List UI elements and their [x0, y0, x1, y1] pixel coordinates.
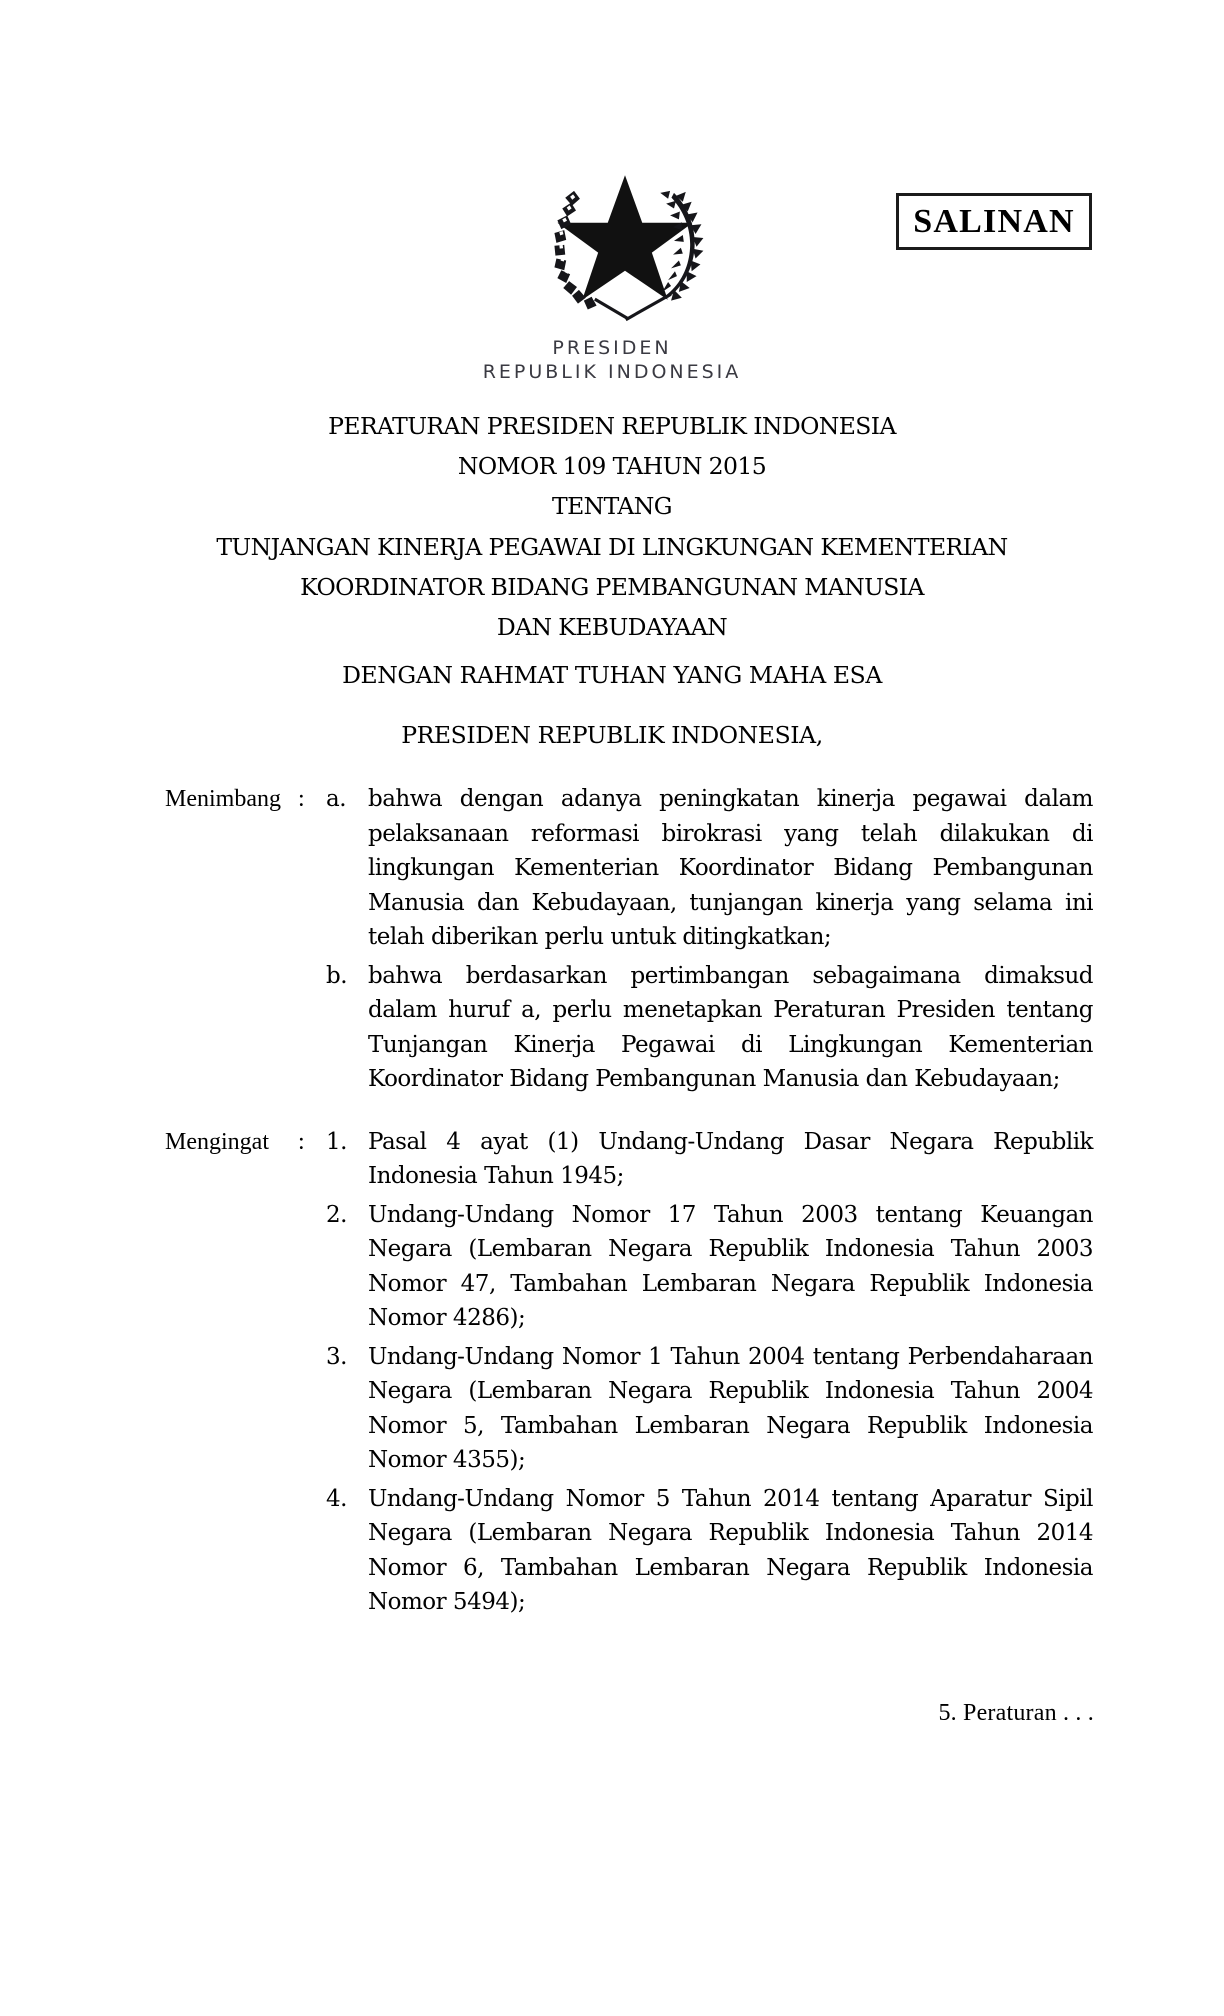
clause-body: Undang-Undang Nomor 5 Tahun 2014 tentang Aparatur Sipil Negara (Lembaran Negara Republik Indonesia Tahun 2014 Nomor 6, Tambahan Lembaran Negara Republik Indonesia Nomor 5494);: [368, 1485, 1093, 1615]
clause-body: bahwa berdasarkan pertimbangan sebagaimana dimaksud dalam huruf a, perlu menetapkan Peraturan Presiden tentang Tunjangan Kinerja Pegawai di Lingkungan Kementerian Koordinator Bidang Pembangunan Manusia dan Kebudayaan;: [368, 962, 1093, 1092]
title-line-regulation: PERATURAN PRESIDEN REPUBLIK INDONESIA: [328, 412, 896, 440]
clause-marker: a.: [326, 786, 347, 812]
considering-colon: :: [298, 786, 305, 812]
clause-item: [326, 1482, 1093, 1620]
title-line-number: NOMOR 109 TAHUN 2015: [457, 452, 767, 480]
subject-line-2: KOORDINATOR BIDANG PEMBANGUNAN MANUSIA: [300, 573, 924, 601]
considering-items: [326, 782, 1093, 1097]
indonesia-presidential-seal-icon: [527, 138, 723, 334]
clauses-section: [165, 782, 1093, 1620]
page-continuation-marker: 5. Peraturan . . .: [938, 1700, 1094, 1726]
recalling-colon: :: [298, 1128, 305, 1155]
clause-marker: b.: [326, 962, 348, 989]
emblem-caption-line-1: PRESIDEN: [552, 337, 672, 359]
clause-marker: 3.: [326, 1343, 347, 1370]
document-subject: [0, 527, 1224, 647]
document-title: [0, 406, 1224, 526]
title-line-about: TENTANG: [552, 492, 672, 520]
salinan-stamp-label: SALINAN: [913, 202, 1075, 240]
clause-marker: 2.: [326, 1201, 347, 1228]
salinan-stamp: [896, 193, 1092, 250]
subject-line-3: DAN KEBUDAYAAN: [496, 613, 728, 641]
clause-body: Undang-Undang Nomor 1 Tahun 2004 tentang Perbendaharaan Negara (Lembaran Negara Republik Indonesia Tahun 2004 Nomor 5, Tambahan Lembaran Negara Republik Indonesia Nomor 4355);: [368, 1343, 1093, 1473]
clause-item: [326, 1198, 1093, 1336]
clause-body: Pasal 4 ayat (1) Undang-Undang Dasar Negara Republik Indonesia Tahun 1945;: [368, 1128, 1093, 1189]
clause-item: [326, 782, 1093, 955]
clause-item: [326, 1125, 1093, 1194]
clause-marker: 4.: [326, 1485, 347, 1512]
considering-label: Menimbang: [165, 786, 281, 812]
considering-group: [165, 782, 1093, 1097]
clause-item: [326, 959, 1093, 1097]
clause-item: [326, 1340, 1093, 1478]
authority-line: PRESIDEN REPUBLIK INDONESIA,: [401, 721, 823, 749]
clause-marker: 1.: [326, 1128, 347, 1155]
clause-body: Undang-Undang Nomor 17 Tahun 2003 tentang Keuangan Negara (Lembaran Negara Republik Indonesia Tahun 2003 Nomor 47, Tambahan Lembaran Negara Republik Indonesia Nomor 4286);: [368, 1201, 1093, 1331]
recalling-group: [165, 1125, 1093, 1620]
clause-body: bahwa dengan adanya peningkatan kinerja pegawai dalam pelaksanaan reformasi birokrasi yang telah dilakukan di lingkungan Kementerian Koordinator Bidang Pembangunan Manusia dan Kebudayaan, tunjangan kinerja yang selama ini telah diberikan perlu untuk ditingkatkan;: [368, 786, 1093, 950]
recalling-label: Mengingat: [165, 1128, 269, 1155]
recalling-items: [326, 1125, 1093, 1620]
emblem-caption-line-2: REPUBLIK INDONESIA: [482, 361, 742, 384]
subject-line-1: TUNJANGAN KINERJA PEGAWAI DI LINGKUNGAN KEMENTERIAN: [216, 533, 1008, 561]
emblem-caption: [0, 336, 1224, 385]
blessing-line: DENGAN RAHMAT TUHAN YANG MAHA ESA: [342, 661, 882, 689]
